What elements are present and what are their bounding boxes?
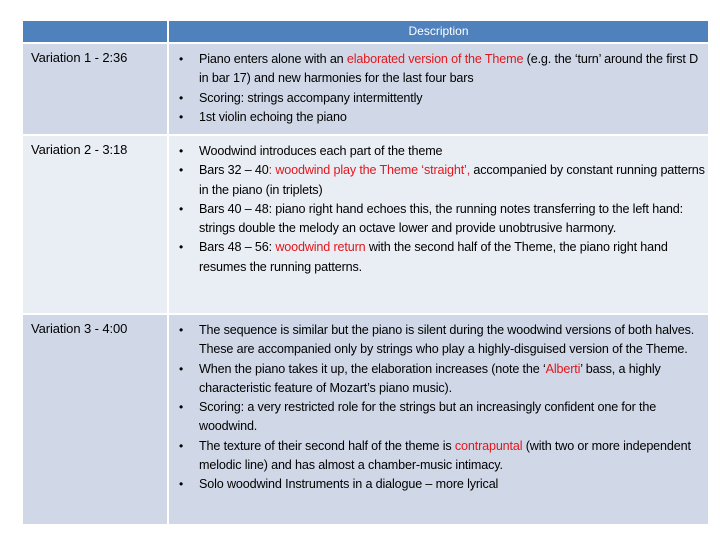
row-label-cell <box>23 136 167 313</box>
bullet-item: • Piano enters alone with an elaborated version of the Theme (e.g. the ‘turn’ around the first D in bar 17) and new harmonies for the last four bars <box>179 52 699 86</box>
header-cell-empty <box>23 21 167 42</box>
bullet-list <box>177 142 705 277</box>
row-label: Variation 3 - 4:00 <box>31 321 128 336</box>
highlight-text: Alberti <box>545 361 581 376</box>
bullet-icon: • <box>179 52 184 66</box>
bullet-list <box>177 321 705 495</box>
bullet-item: • The texture of their second half of the theme is contrapuntal (with two or more independent melodic line) and has almost a chamber-music intimacy. <box>179 438 691 473</box>
highlight-text: woodwind return <box>275 240 366 255</box>
bullet-icon: • <box>179 438 184 453</box>
bullet-icon: • <box>179 361 184 376</box>
row-description-cell <box>169 136 708 313</box>
table-header-row <box>23 21 708 42</box>
table-row-variation-2 <box>23 136 708 313</box>
bullet-item-highlight: • 1st violin echoing the piano <box>177 108 705 127</box>
bullet-item: • Bars 48 – 56: woodwind return with the second half of the Theme, the piano right hand resumes the running patterns. <box>179 240 668 274</box>
bullet-list <box>177 50 705 127</box>
bullet-item: • Woodwind introduces each part of the theme <box>177 142 705 161</box>
highlight-text: elaborated version of the Theme <box>346 52 524 66</box>
bullet-icon: • <box>179 90 184 105</box>
bullet-icon: • <box>179 323 184 337</box>
bullet-icon: • <box>179 201 184 216</box>
bullet-icon: • <box>179 109 184 124</box>
bullet-icon: • <box>179 240 184 255</box>
row-description-cell <box>169 315 708 524</box>
row-label: Variation 2 - 3:18 <box>31 142 128 157</box>
bullet-item: • Bars 40 – 48: piano right hand echoes this, the running notes transferring to the left hand: strings double the melody an octave lower and provide unobtrusive harmony. <box>179 201 683 236</box>
highlight-text: : woodwind play the Theme ‘straight’, <box>268 163 471 178</box>
bullet-item: • Solo woodwind Instruments in a dialogue – more lyrical <box>177 475 705 494</box>
bullet-item: • The sequence is similar but the piano is silent during the woodwind versions of both halves. These are accompanied only by strings who play a highly-disguised version of the Theme. <box>179 323 695 357</box>
bullet-item: • Scoring: a very restricted role for the strings but an increasingly confident one for the woodwind. <box>179 400 657 434</box>
bullet-item: • When the piano takes it up, the elaboration increases (note the ‘Alberti’ bass, a highly characteristic feature of Mozart’s piano music). <box>179 361 661 395</box>
bullet-icon: • <box>179 400 184 415</box>
row-label-cell <box>23 315 167 524</box>
bullet-icon: • <box>179 477 184 492</box>
row-label: Variation 1 - 2:36 <box>31 50 128 65</box>
row-description-cell <box>169 44 708 134</box>
highlight-text: contrapuntal <box>454 438 523 453</box>
table-row-variation-1 <box>23 44 708 134</box>
bullet-item: • Bars 32 – 40: woodwind play the Theme ‘straight’, accompanied by constant running patterns in the piano (in triplets) <box>179 163 705 197</box>
bullet-item: • Scoring: strings accompany intermittently <box>177 89 705 108</box>
bullet-icon: • <box>179 144 184 158</box>
table-row-variation-3 <box>23 315 708 524</box>
bullet-icon: • <box>179 163 184 178</box>
row-label-cell <box>23 44 167 134</box>
header-cell-description: Description <box>169 21 708 42</box>
